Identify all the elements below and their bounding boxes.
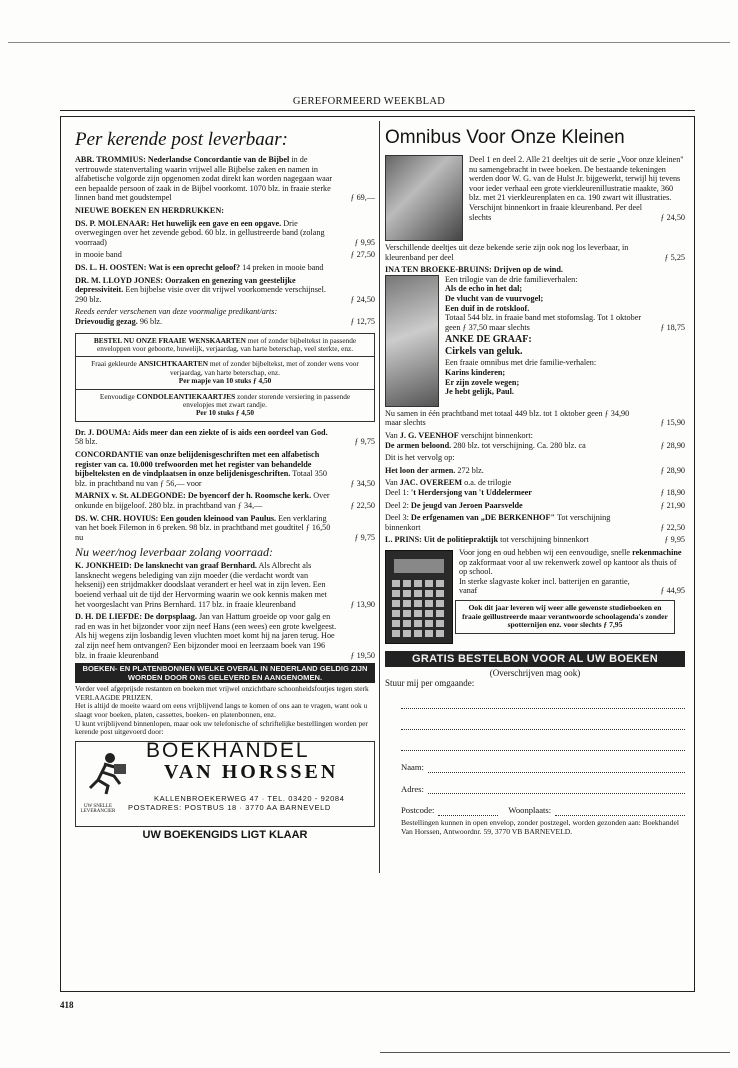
book-item xyxy=(75,491,375,510)
address-field[interactable] xyxy=(401,785,685,795)
omnibus-book-image xyxy=(385,155,463,241)
logo-addr-2: POSTADRES: POSTBUS 18 · 3770 AA BARNEVELD xyxy=(128,802,331,812)
omnibus-heading: Omnibus Voor Onze Kleinen xyxy=(385,127,625,148)
masthead: GEREFORMEERD WEEKBLAD xyxy=(292,96,446,107)
header-rule xyxy=(60,110,695,111)
note-1: Verder veel afgeprijsde restanten en boeken met vrijwel onzichtbare schoonheidsfoutjes tegen sterk VERLAAGDE PRIJZEN. xyxy=(75,684,369,702)
omnibus-extra-price: ƒ 5,25 xyxy=(664,252,685,262)
logo-name-2: VAN HORSSEN xyxy=(164,760,339,783)
book-item xyxy=(385,501,685,511)
overeem-name: JAC. OVEREEM xyxy=(399,478,463,488)
prins-text: tot verschijning binnenkort xyxy=(498,535,589,545)
omnibus-price-row xyxy=(469,203,685,222)
postcode-city-field[interactable] xyxy=(401,806,685,816)
item-price: ƒ 27,50 xyxy=(350,250,375,260)
story-title: Een duif in de rotskloof. xyxy=(445,303,530,313)
item-text: Jan van Hattum groeide op voor galg en rad en was in het bijzonder voor zijn neef Hans (een wees) een grote kwelgeest. Als hij wegens zijn losbandig leven vluchten moet komt hij na jaren terug. Hoe zal zijn neef hem ontvangen? Een bijzonder mooi en leerzaam boek van 196 blz. in fraaie kleurenband xyxy=(75,612,337,660)
note-3: U kunt vrijblijvend binnenlopen, maar ook uw telefonische of schriftelijke bestellingen worden per kerende post uitgevoerd door: xyxy=(75,718,368,737)
item-extra: Tot verschijning binnenkort xyxy=(385,513,611,532)
item-price: ƒ 28,90 xyxy=(660,465,685,475)
right-column xyxy=(385,121,685,836)
omnibus-extra-row xyxy=(385,243,685,262)
book-item xyxy=(385,453,685,463)
ina-price-row xyxy=(445,313,685,332)
item-title: DS. W. CHR. HOVIUS: Een gouden kleinood van Paulus. xyxy=(75,513,277,523)
book-item xyxy=(75,276,375,305)
item-title: MARNIX v. St. ALDEGONDE: De byencorf der h. Roomsche kerk. xyxy=(75,491,312,501)
ansichtkaarten-box xyxy=(76,357,374,389)
item-text: Als Albrecht als lansknecht wegens belediging van zijn moeder (die verdacht wordt van heksenij) een strijdmakker doodslaat verandert er heel wat in zijn leven. Een boeiend verhaal uit de tijd der Hervorming waarin we ook kennis maken met het voorgeslacht van Prins Bernhard. 117 blz. in fraaie kleurenband xyxy=(75,561,327,609)
condoleance-box xyxy=(76,390,374,421)
item-text: in mooie band xyxy=(75,250,122,260)
item-text: Een bijbelse visie over dit vrijwel voorkomende verschijnsel. 290 blz. xyxy=(75,285,326,304)
item-price: ƒ 18,90 xyxy=(660,487,685,497)
column-divider xyxy=(379,121,380,873)
item-title: De erfgenamen van „DE BERKENHOF" xyxy=(410,513,556,523)
book-item xyxy=(385,488,685,498)
logo-address xyxy=(128,794,344,812)
veenhof-list xyxy=(385,441,685,476)
book-item xyxy=(75,206,375,216)
guide-heading: UW BOEKENGIDS LIGT KLAAR xyxy=(142,828,308,841)
prins-price: ƒ 9,95 xyxy=(664,535,685,545)
item-title: D. H. DE LIEFDE: De dorpsplaag. xyxy=(75,612,197,622)
top-rule xyxy=(8,42,730,43)
item-price: ƒ 9,95 xyxy=(354,237,375,247)
ina-text: Een trilogie van de drie familieverhalen: xyxy=(445,274,578,284)
name-label: Naam: xyxy=(401,762,424,773)
postcode-label: Postcode: xyxy=(401,805,435,816)
item-title: Dr. J. DOUMA: Aids meer dan een ziekte of is aids een oordeel van God. xyxy=(75,427,328,437)
page-number: 418 xyxy=(60,1000,74,1010)
item-price: ƒ 28,90 xyxy=(660,440,685,450)
omnibus-text: Deel 1 en deel 2. Alle 21 deeltjes uit de serie „Voor onze kleinen" nu samengebracht in twee boeken. De bestaande tekeningen werden door W. G. van de Hulst Jr. bijgewerkt, terwijl hij tevens voor ieder verhaal een grote vierkleurenillustratie maakte, 360 blz. met 21 vierkleurenplaten en ca. 190 zwart wit illustraties. xyxy=(469,155,684,203)
order-footer: Bestellingen kunnen in open envelop, zonder postzegel, worden gezonden aan: Boekhandel Van Horssen, Antwoordnr. 59, 3770 VB BARNEVELD. xyxy=(401,817,679,836)
ansicht-text: met of zonder bijbeltekst, met of zonder wens voor verjaardag, van harte beterschap, enz. xyxy=(170,359,359,377)
item-prefix: Deel 2: xyxy=(385,500,411,510)
order-copy-note: (Overschrijven mag ook) xyxy=(489,667,581,678)
wenskaarten-title: BESTEL NU ONZE FRAAIE WENSKAARTEN xyxy=(93,335,246,345)
book-list-1 xyxy=(75,155,375,304)
earlier-price: ƒ 12,75 xyxy=(350,316,375,326)
item-text: 272 blz. xyxy=(455,465,484,475)
book-list-3 xyxy=(75,561,375,660)
bottom-rule xyxy=(380,1052,730,1053)
book-item xyxy=(75,428,375,447)
veenhof-text: verschijnt binnenkort: xyxy=(458,430,533,440)
book-item xyxy=(75,514,375,543)
calc-text-1: Voor jong en oud hebben wij een eenvoudige, snelle xyxy=(459,547,633,557)
book-item xyxy=(75,250,375,260)
logo-slogan: UW SNELLE LEVERANCIER xyxy=(80,803,116,815)
veenhof-pre: Van xyxy=(385,430,400,440)
item-text: Een verklaring van het boek Filemon in 6 preken. 98 blz. in prachtband met goudtitel ƒ 16,50 nu xyxy=(75,513,331,542)
city-label: Woonplaats: xyxy=(508,805,552,816)
story-title: Karins kinderen; xyxy=(445,367,506,377)
calc-bold: rekenmachine xyxy=(632,547,682,557)
calc-price: ƒ 44,95 xyxy=(660,586,685,596)
omnibus-extra-text: Verschillende deeltjes uit deze bekende serie zijn ook nog los leverbaar, in kleurenband per deel xyxy=(385,243,629,262)
left-heading: Per kerende post leverbaar: xyxy=(75,129,288,150)
item-title: DS. L. H. OOSTEN: Wat is een oprecht geloof? xyxy=(75,262,241,272)
order-line-2[interactable] xyxy=(401,709,685,730)
anke-price: ƒ 15,90 xyxy=(660,418,685,428)
item-price: ƒ 13,90 xyxy=(350,599,375,609)
anke-price-row xyxy=(385,409,685,428)
omnibus-price: ƒ 24,50 xyxy=(660,212,685,222)
earlier-text: 96 blz. xyxy=(137,316,163,326)
calc-text-3: In sterke slagvaste koker incl. batterijen en garantie, vanaf xyxy=(459,576,630,596)
item-prefix: Deel 1: xyxy=(385,487,411,497)
condo-title: CONDOLEANTIEKAARTJES xyxy=(136,391,236,401)
item-title: 't Herdersjong van 't Uddelermeer xyxy=(410,487,532,497)
earlier-item xyxy=(75,317,375,327)
ina-book-image xyxy=(385,275,439,407)
item-price: ƒ 22,50 xyxy=(660,522,685,532)
order-send-label: Stuur mij per omgaande: xyxy=(385,677,475,688)
store-logo xyxy=(75,738,375,827)
item-title: CONCORDANTIE van onze belijdenisgeschriften met een alfabetisch register van ca. 10.000 trefwoorden met het register van behandelde bijbelteksten en de vindplaatsen in onze belijdenisgeschriften. xyxy=(75,449,320,479)
anke-sub: Cirkels van geluk. xyxy=(445,346,523,358)
logo-name: BOEKHANDEL xyxy=(146,738,310,762)
prins-title: L. PRINS: Uit de politiepraktijk xyxy=(385,535,499,545)
item-price: ƒ 34,50 xyxy=(350,478,375,488)
veenhof-name: J. G. VEENHOF xyxy=(399,430,459,440)
studyboeken-box: Ook dit jaar leveren wij weer alle gewenste studieboeken en fraaie geïllustreerde maar verantwoorde schoolagenda's zonder spotternijen enz. voor slechts ƒ 7,95 xyxy=(455,600,675,634)
ina-total: Totaal 544 blz. in fraaie band met stofomslag. Tot 1 oktober geen ƒ 37,50 maar slechts xyxy=(445,313,642,332)
order-line-1[interactable] xyxy=(401,688,685,709)
overeem-list xyxy=(385,488,685,532)
book-item xyxy=(75,263,375,273)
wenskaarten-text: met of zonder bijbeltekst in passende enveloppen voor geboorte, huwelijk, verjaardag, van harte beterschap, veel sterkte, enz. xyxy=(96,335,357,353)
ansicht-price: Per mapje van 10 stuks ƒ 4,50 xyxy=(178,376,272,386)
anke-total: Nu samen in één prachtband met totaal 449 blz. tot 1 oktober geen ƒ 34,90 maar slechts xyxy=(385,408,630,428)
calc-price-row xyxy=(459,577,685,596)
bonnen-banner: BOEKEN- EN PLATENBONNEN WELKE OVERAL IN NEDERLAND GELDIG ZIJN WORDEN DOOR ONS GELEVERD EN AANGENOMEN. xyxy=(75,663,375,683)
story-title: Er zijn zovele wegen; xyxy=(445,377,520,387)
again-heading: Nu weer/nog leverbaar zolang voorraad: xyxy=(75,545,273,560)
item-text: 280 blz. tot verschijning. Ca. 280 blz. ca xyxy=(451,440,586,450)
overeem-text: o.a. de trilogie xyxy=(462,478,512,488)
item-price: ƒ 24,50 xyxy=(350,294,375,304)
item-text: Dit is het vervolg op: xyxy=(385,453,455,463)
calc-text-2: op zakformaat voor al uw rekenwerk zowel op kantoor als thuis of op school. xyxy=(459,557,677,577)
calculator-image xyxy=(385,550,453,644)
ina-price: ƒ 18,75 xyxy=(660,322,685,332)
condo-price: Per 10 stuks ƒ 4,50 xyxy=(195,408,255,418)
earlier-label: Reeds eerder verschenen van deze voormalige predikant/arts: xyxy=(75,307,278,317)
ansicht-title: ANSICHTKAARTEN xyxy=(138,359,209,369)
order-line-3[interactable] xyxy=(401,730,685,751)
item-title: De jeugd van Jeroen Paarsvelde xyxy=(410,500,523,510)
advert-page xyxy=(60,116,695,992)
item-price: ƒ 9,75 xyxy=(354,437,375,447)
earlier-title: Drievoudig gezag. xyxy=(75,316,138,326)
condo-text: zonder storende versiering in passende envelopjes met zwart randje. xyxy=(183,391,351,409)
book-item xyxy=(385,441,685,451)
book-list-2 xyxy=(75,428,375,543)
order-form-banner: GRATIS BESTELBON VOOR AL UW BOEKEN xyxy=(385,651,685,667)
book-item xyxy=(385,513,685,532)
cards-box xyxy=(75,333,375,422)
wenskaarten-box xyxy=(76,334,374,358)
omnibus-price-text: Verschijnt binnenkort in fraaie kleurenband. Per deel slechts xyxy=(469,202,643,222)
book-item xyxy=(75,561,375,609)
anke-heading: ANKE DE GRAAF: xyxy=(445,334,532,346)
anke-text: Een fraaie omnibus met drie familie-verhalen: xyxy=(445,358,597,368)
left-column xyxy=(75,121,375,840)
story-title: Als de echo in het dal; xyxy=(445,284,523,294)
item-title: Het loon der armen. xyxy=(385,465,456,475)
item-title: ABR. TROMMIUS: Nederlandse Concordantie van de Bijbel xyxy=(75,155,290,164)
item-price: ƒ 22,50 xyxy=(350,500,375,510)
item-price: ƒ 69,— xyxy=(350,193,375,203)
ina-heading: INA TEN BROEKE-BRUINS: Drijven op de wind. xyxy=(385,265,563,275)
item-title: DR. M. LLOYD JONES: Oorzaken en genezing van geestelijke depressiviteit. xyxy=(75,275,296,295)
item-title: NIEUWE BOEKEN EN HERDRUKKEN: xyxy=(75,205,224,215)
story-title: De vlucht van de vuurvogel; xyxy=(445,293,544,303)
address-label: Adres: xyxy=(401,783,424,794)
logo-addr-1: KALLENBROEKERWEG 47 · TEL. 03420 - 92084 xyxy=(154,793,345,803)
book-item xyxy=(75,219,375,248)
note-2: Het is altijd de moeite waard om eens vrijblijvend langs te komen of ons aan te vragen, want ook u slaagt voor boeken, platen, cassettes, boeken- en platenbonnen, enz. xyxy=(75,701,368,719)
item-price: ƒ 9,75 xyxy=(354,532,375,542)
item-text: Drie overwegingen over het zevende gebod. 60 blz. in gellustreerde band (zolang voorraad) xyxy=(75,218,325,247)
ansicht-pre: Fraai gekleurde xyxy=(91,359,139,369)
item-text: Totaal 350 blz. in prachtband nu van ƒ 56,— voor xyxy=(75,469,327,488)
item-price: ƒ 19,50 xyxy=(350,650,375,660)
book-item xyxy=(75,450,375,488)
item-title: De armen beloond. xyxy=(385,440,452,450)
item-text: in de vertrouwde statenvertaling waarin vrijwel alle Bijbelse zaken en namen in alfabetische volgorde zijn opgenomen zodat direkt kan worden nagegaan waar een bepaalde persoon of zaak in de Bijbel voorkomt. 1070 blz. in fraaie sterke linnen band met goudstempel xyxy=(75,155,333,203)
condo-pre: Eenvoudige xyxy=(99,391,137,401)
story-title: Je hebt gelijk, Paul. xyxy=(445,387,514,397)
item-text: Over onkunde en bijgeloof. 280 blz. in prachtband van ƒ 34,— xyxy=(75,491,330,510)
item-title: K. JONKHEID: De lansknecht van graaf Bernhard. xyxy=(75,561,257,571)
prins-row xyxy=(385,535,685,545)
book-item xyxy=(75,155,375,203)
book-item xyxy=(385,466,685,476)
item-text: 14 preken in mooie band xyxy=(240,262,324,272)
book-item xyxy=(75,612,375,660)
item-prefix: Deel 3: xyxy=(385,513,411,523)
overeem-pre: Van xyxy=(385,478,400,488)
item-title: DS. P. MOLENAAR: Het huwelijk een gave en een opgave. xyxy=(75,218,282,228)
item-text: 58 blz. xyxy=(75,437,98,447)
name-field[interactable] xyxy=(401,763,685,773)
item-price: ƒ 21,90 xyxy=(660,500,685,510)
running-figure-icon xyxy=(84,750,130,796)
